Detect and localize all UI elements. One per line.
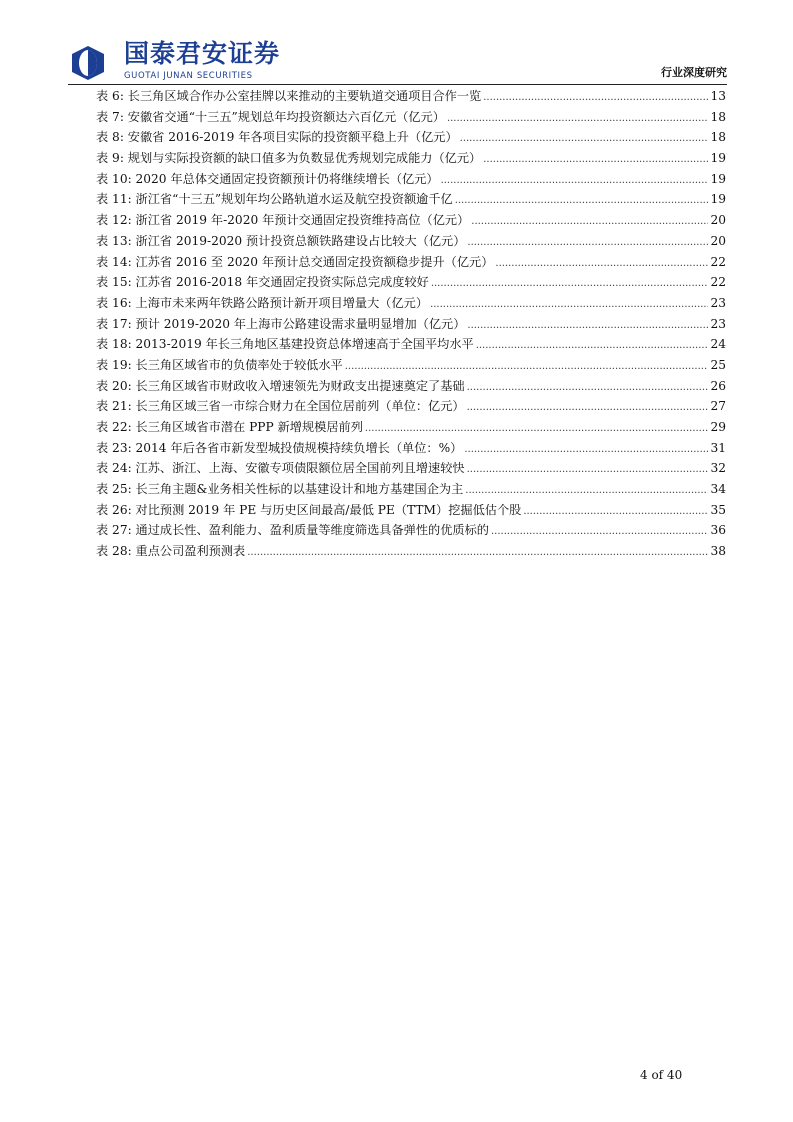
toc-entry[interactable] [96, 541, 726, 562]
toc-entry-label: 表 28: 重点公司盈利预测表 [96, 544, 246, 559]
toc-entry-label: 表 8: 安徽省 2016-2019 年各项目实际的投资额平稳上升（亿元） [96, 130, 458, 145]
dot-leader [495, 254, 708, 273]
toc-entry-page: 19 [710, 171, 726, 186]
toc-entry-label: 表 25: 长三角主题&业务相关性标的以基建设计和地方基建国企为主 [96, 482, 464, 497]
toc-entry-page: 27 [710, 399, 726, 414]
toc-entry-page: 26 [710, 378, 726, 393]
toc-entry-page: 19 [710, 151, 726, 166]
dot-leader [476, 336, 709, 355]
toc-entry[interactable] [96, 148, 726, 169]
toc-entry[interactable] [96, 500, 726, 521]
dot-leader [471, 212, 708, 231]
toc-entry[interactable] [96, 438, 726, 459]
toc-entry[interactable] [96, 86, 726, 107]
toc-entry[interactable] [96, 334, 726, 355]
toc-entry[interactable] [96, 272, 726, 293]
toc-entry-page: 31 [710, 440, 726, 455]
dot-leader [467, 460, 709, 479]
toc-entry-label: 表 11: 浙江省“十三五”规划年均公路轨道水运及航空投资额逾千亿 [96, 192, 453, 207]
dot-leader [467, 316, 708, 335]
toc-entry-label: 表 20: 长三角区域省市财政收入增速领先为财政支出提速奠定了基础 [96, 378, 465, 393]
dot-leader [431, 274, 709, 293]
toc-entry[interactable] [96, 520, 726, 541]
toc-entry-page: 29 [710, 420, 726, 434]
toc-entry[interactable] [96, 417, 726, 438]
toc-entry-label: 表 6: 长三角区域合作办公室挂牌以来推动的主要轨道交通项目合作一览 [96, 89, 482, 103]
toc-entry-label: 表 27: 通过成长性、盈利能力、盈利质量等维度筛选具备弹性的优质标的 [96, 523, 489, 538]
toc-entry-label: 表 12: 浙江省 2019 年-2020 年预计交通固定投资维持高位（亿元） [96, 213, 470, 228]
toc-entry-page: 22 [710, 254, 726, 269]
toc-entry-page: 18 [710, 109, 726, 124]
header-divider [68, 84, 727, 85]
dot-leader [465, 481, 708, 500]
toc-entry[interactable] [96, 479, 726, 500]
toc-entry[interactable] [96, 376, 726, 397]
dot-leader [464, 440, 708, 459]
toc-entry-label: 表 10: 2020 年总体交通固定投资额预计仍将继续增长（亿元） [96, 171, 439, 186]
toc-entry[interactable] [96, 396, 726, 417]
toc-entry-label: 表 15: 江苏省 2016-2018 年交通固定投资实际总完成度较好 [96, 275, 429, 290]
page-number: 4 of 40 [640, 1068, 683, 1082]
report-type-tag: 行业深度研究 [661, 66, 727, 79]
toc-entry-label: 表 22: 长三角区域省市潜在 PPP 新增规模居前列 [96, 420, 363, 434]
company-logo-icon [68, 45, 108, 81]
toc-entry-page: 23 [710, 295, 726, 310]
toc-entry-label: 表 23: 2014 年后各省市新发型城投债规模持续负增长（单位：%） [96, 440, 463, 455]
toc-entry[interactable] [96, 355, 726, 376]
dot-leader [447, 109, 709, 128]
dot-leader [467, 378, 709, 397]
toc-entry[interactable] [96, 189, 726, 210]
dot-leader [483, 150, 708, 169]
toc-entry-page: 36 [710, 523, 726, 538]
toc-entry-label: 表 13: 浙江省 2019-2020 预计投资总额铁路建设占比较大（亿元） [96, 233, 466, 248]
toc-entry-label: 表 26: 对比预测 2019 年 PE 与历史区间最高/最低 PE（TTM）挖掘低估个股 [96, 502, 522, 517]
dot-leader [467, 398, 709, 417]
toc-entry-page: 32 [710, 461, 726, 476]
toc-entry-label: 表 24: 江苏、浙江、上海、安徽专项债限额位居全国前列且增速较快 [96, 461, 465, 476]
dot-leader [491, 522, 708, 541]
dot-leader [467, 233, 708, 252]
toc-entry-page: 19 [710, 192, 726, 207]
toc-entry-label: 表 18: 2013-2019 年长三角地区基建投资总体增速高于全国平均水平 [96, 337, 474, 352]
toc-entry[interactable] [96, 314, 726, 335]
toc-entry-page: 13 [710, 89, 726, 103]
toc-entry[interactable] [96, 210, 726, 231]
toc-entry-label: 表 14: 江苏省 2016 至 2020 年预计总交通固定投资额稳步提升（亿元） [96, 254, 494, 269]
brand-name-english: GUOTAI JUNAN SECURITIES [124, 71, 253, 81]
dot-leader [460, 129, 709, 148]
dot-leader [430, 295, 708, 314]
toc-entry-label: 表 17: 预计 2019-2020 年上海市公路建设需求量明显增加（亿元） [96, 316, 466, 331]
dot-leader [441, 171, 709, 190]
toc-entry-page: 20 [710, 233, 726, 248]
dot-leader [247, 543, 708, 562]
toc-entry[interactable] [96, 231, 726, 252]
toc-entry-page: 34 [710, 482, 726, 497]
toc-entry-page: 22 [710, 275, 726, 290]
toc-entry[interactable] [96, 252, 726, 273]
toc-entry-label: 表 9: 规划与实际投资额的缺口值多为负数显优秀规划完成能力（亿元） [96, 151, 482, 166]
dot-leader [365, 419, 709, 438]
dot-leader [455, 191, 709, 210]
toc-entry-page: 24 [710, 337, 726, 352]
toc-entry-page: 35 [710, 502, 726, 517]
dot-leader [523, 502, 708, 521]
table-of-contents [96, 86, 726, 562]
toc-entry[interactable] [96, 293, 726, 314]
toc-entry-page: 38 [710, 544, 726, 559]
dot-leader [483, 88, 708, 107]
toc-entry-label: 表 21: 长三角区域三省一市综合财力在全国位居前列（单位：亿元） [96, 399, 465, 414]
brand-name: 国泰君安证券 [124, 39, 281, 68]
toc-entry-label: 表 7: 安徽省交通“十三五”规划总年均投资额达六百亿元（亿元） [96, 109, 445, 124]
toc-entry-label: 表 19: 长三角区域省市的负债率处于较低水平 [96, 357, 343, 372]
toc-entry-page: 20 [710, 213, 726, 228]
toc-entry-page: 25 [710, 357, 726, 372]
toc-entry-label: 表 16: 上海市未来两年铁路公路预计新开项目增量大（亿元） [96, 295, 429, 310]
dot-leader [345, 357, 709, 376]
toc-entry[interactable] [96, 107, 726, 128]
toc-entry-page: 23 [710, 316, 726, 331]
toc-entry[interactable] [96, 127, 726, 148]
toc-entry[interactable] [96, 458, 726, 479]
toc-entry[interactable] [96, 169, 726, 190]
toc-entry-page: 18 [710, 130, 726, 145]
